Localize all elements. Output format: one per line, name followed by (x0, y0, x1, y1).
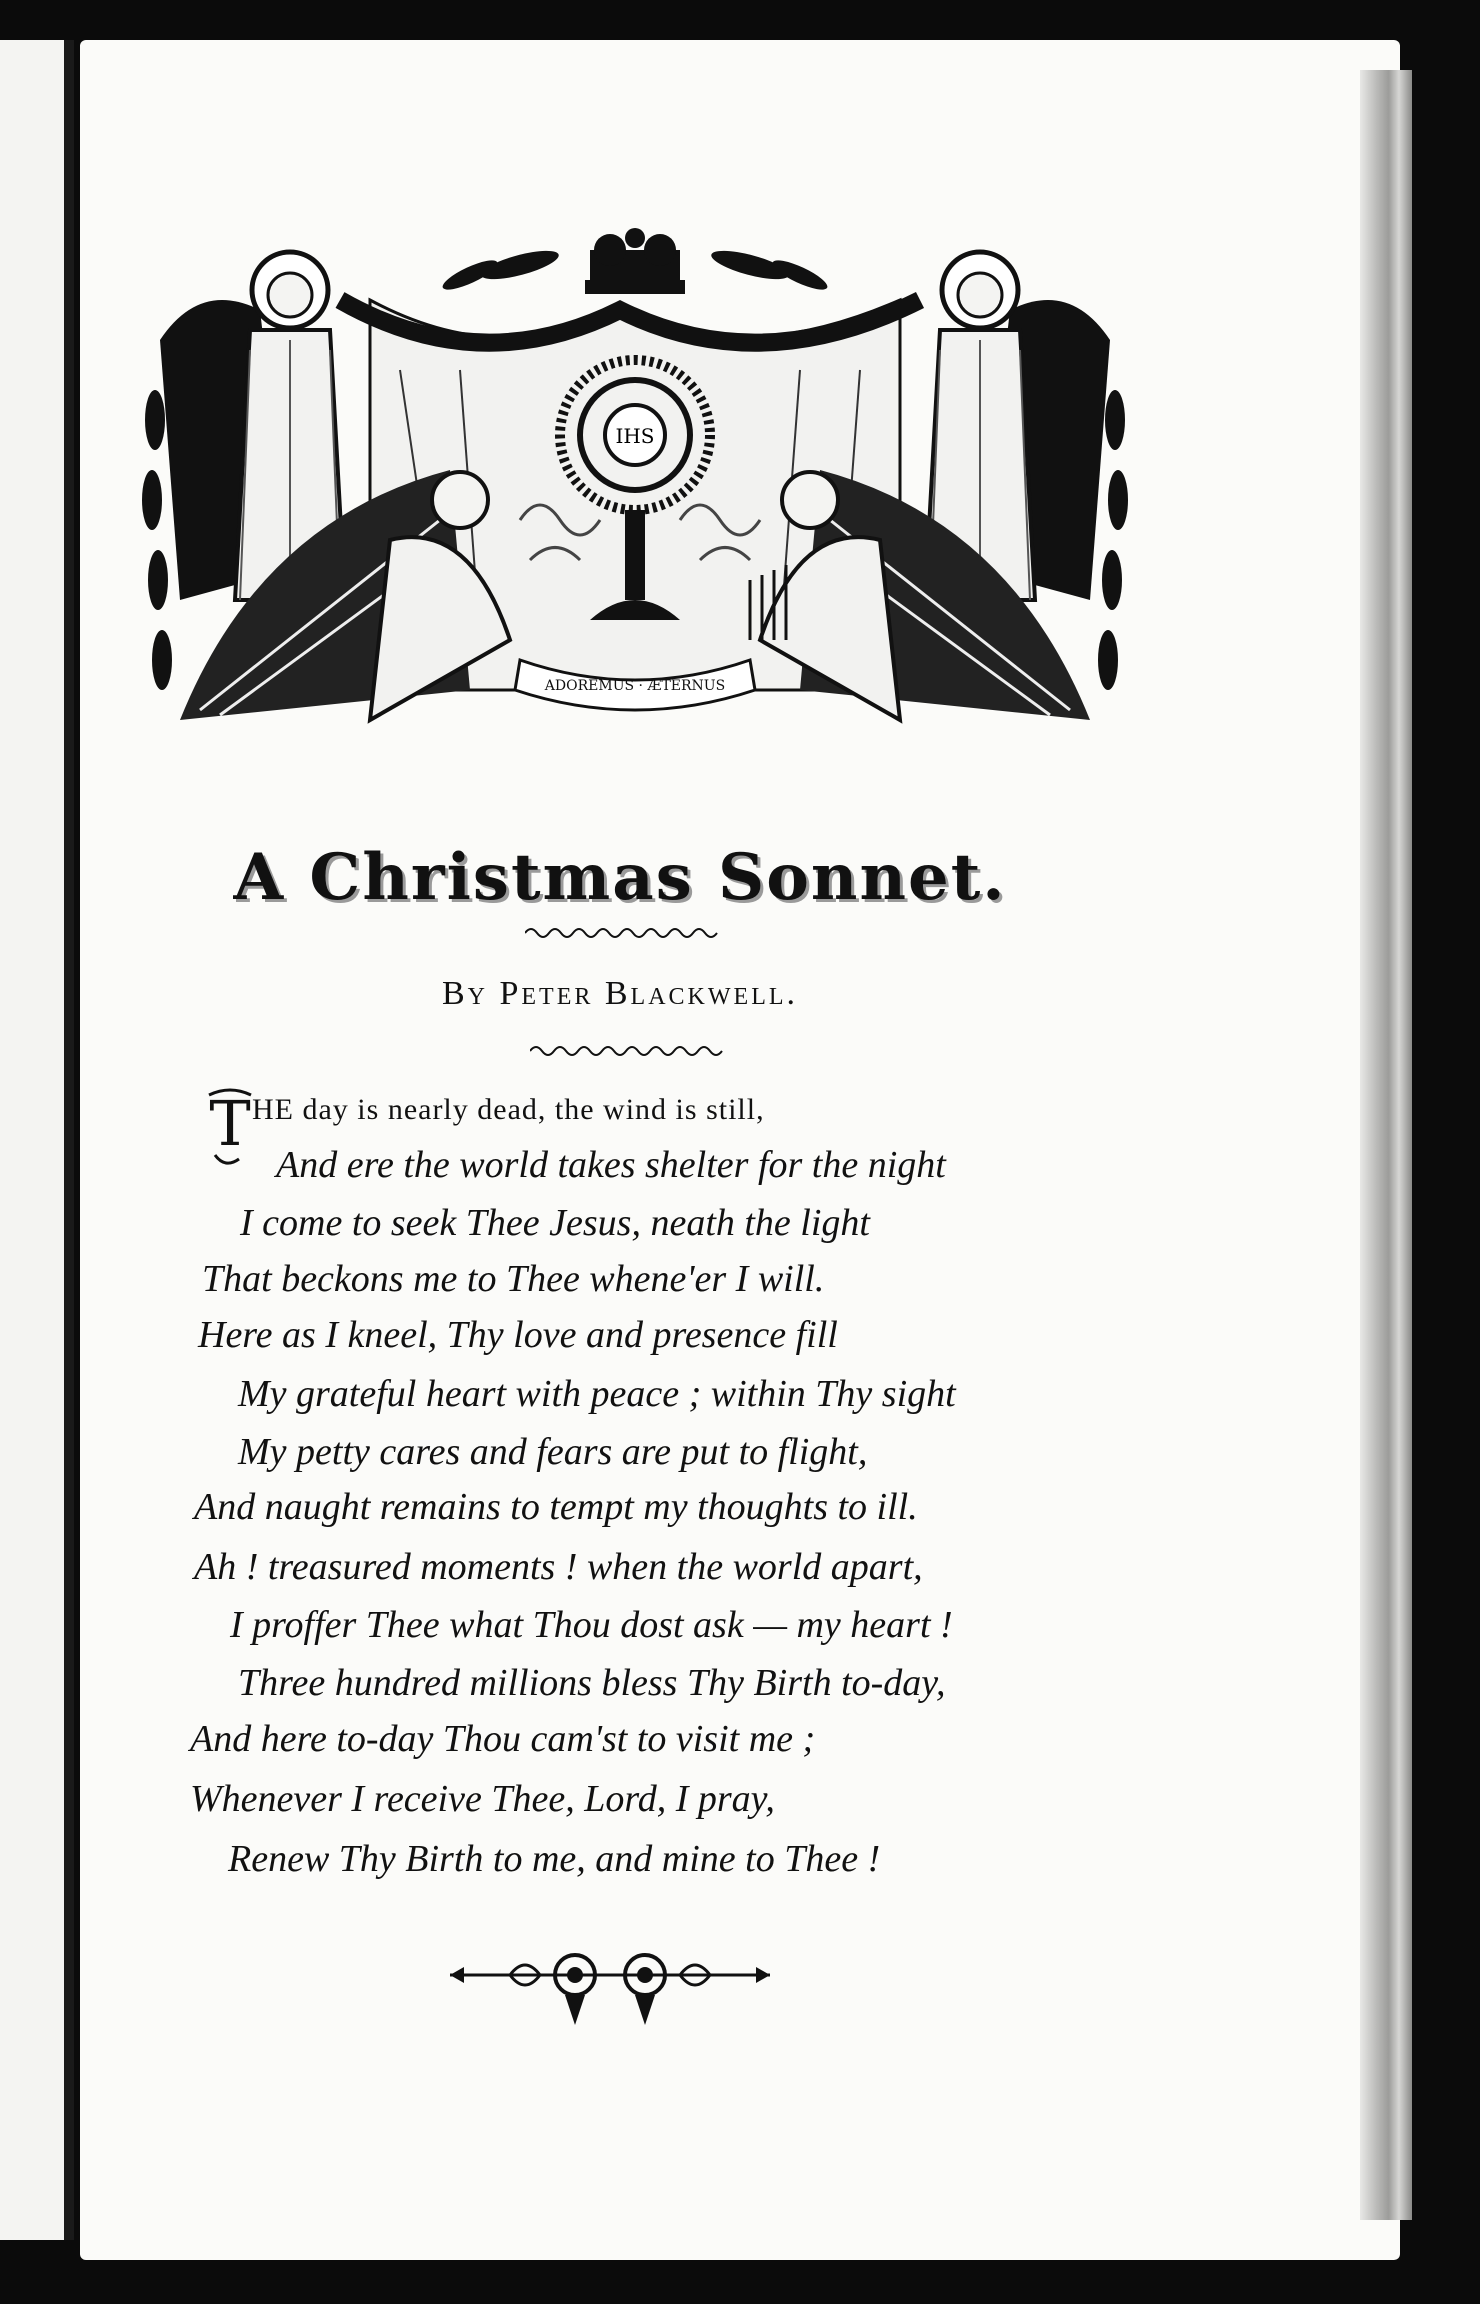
poem-line: That beckons me to Thee whene'er I will. (202, 1258, 825, 1300)
svg-text:IHS: IHS (615, 424, 655, 448)
poem-line: Three hundred millions bless Thy Birth to-day, (238, 1662, 946, 1704)
wavy-rule-top (525, 925, 725, 941)
poem-line: My grateful heart with peace ; within Thy sight (238, 1373, 956, 1415)
drop-cap-initial (205, 1085, 255, 1171)
poem-line: I come to seek Thee Jesus, neath the light (240, 1202, 870, 1244)
facing-page-edge (0, 40, 74, 2240)
poem-line: HE day is nearly dead, the wind is still, (252, 1093, 765, 1126)
poem-line: My petty cares and fears are put to flight, (238, 1431, 868, 1473)
poem-line: And ere the world takes shelter for the night (276, 1144, 946, 1186)
byline: By Peter Blackwell. (441, 975, 799, 1012)
poem-line: Whenever I receive Thee, Lord, I pray, (190, 1778, 775, 1820)
svg-text:ADOREMUS · ÆTERNUS: ADOREMUS · ÆTERNUS (544, 678, 726, 694)
poem-line: Here as I kneel, Thy love and presence fill (198, 1314, 838, 1356)
poem-line: And naught remains to tempt my thoughts to ill. (194, 1486, 918, 1528)
page-stack-edge (1360, 70, 1412, 2220)
angels-headpiece-illustration (140, 220, 1130, 770)
poem-line: Renew Thy Birth to me, and mine to Thee ! (228, 1838, 881, 1880)
poem-line: I proffer Thee what Thou dost ask — my heart ! (230, 1604, 953, 1646)
poem-line: Ah ! treasured moments ! when the world apart, (194, 1546, 923, 1588)
crown-icon (585, 228, 685, 294)
tailpiece-ornament (450, 1950, 770, 2030)
poem-line: And here to-day Thou cam'st to visit me ; (190, 1718, 816, 1760)
svg-text:T: T (209, 1087, 251, 1160)
wavy-rule-bottom (530, 1043, 730, 1059)
poem-title: A Christmas Sonnet. (233, 840, 1007, 915)
